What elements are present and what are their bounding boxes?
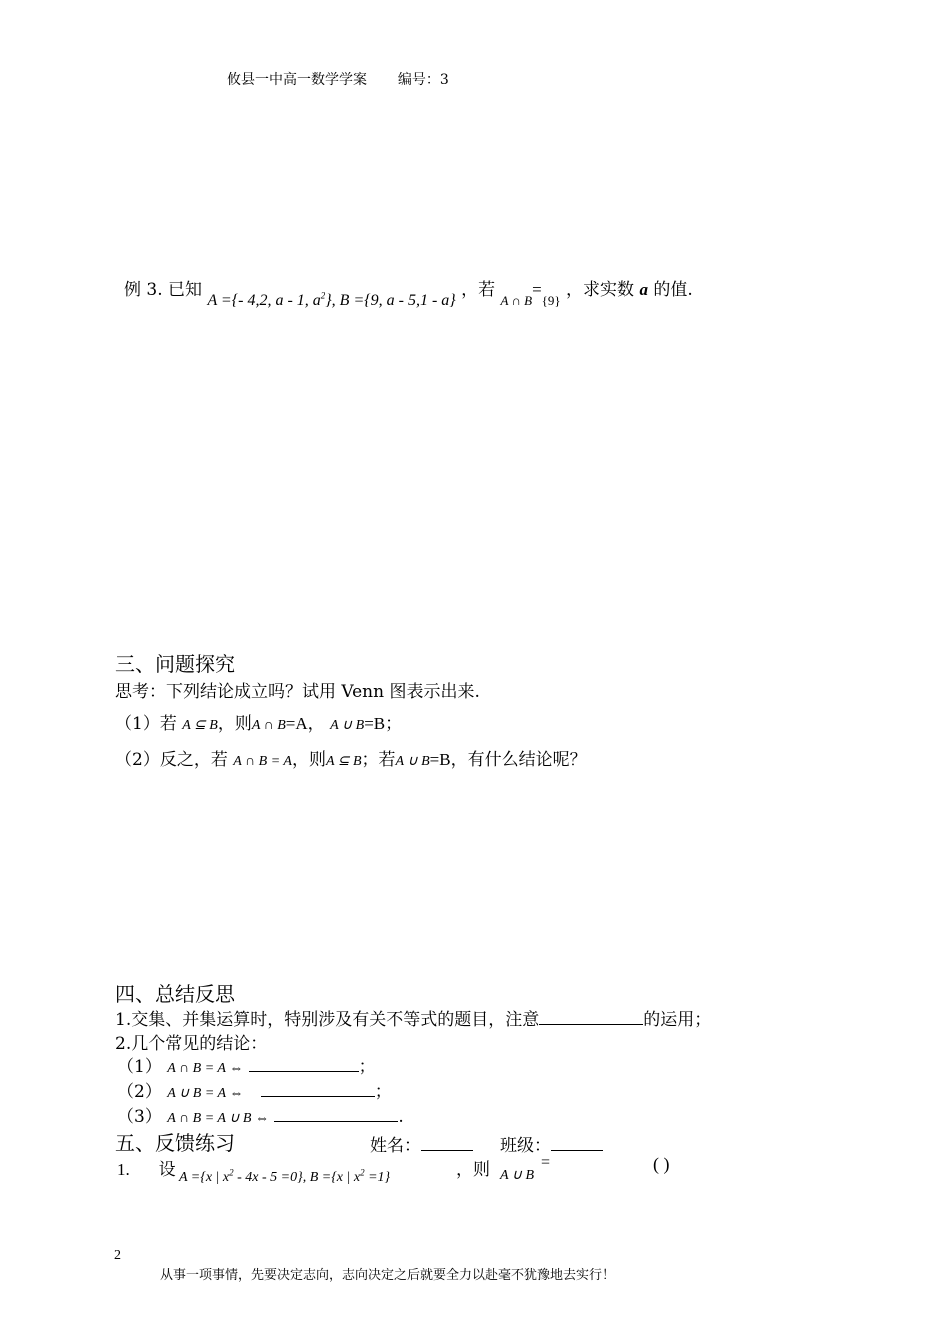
conclusion-1-number: （1） <box>117 1057 162 1077</box>
question-1-union <box>500 1167 534 1184</box>
subset-expr-2: A ⊆ B <box>325 754 362 769</box>
intersection-expr-1: A ∩ B <box>251 718 286 733</box>
union-expr-q1: A ∪ B <box>500 1168 535 1183</box>
item-1 <box>115 709 402 734</box>
union-expr-1: A ∪ B <box>330 718 365 733</box>
example-3-label: 例 3. 已知 <box>124 280 203 300</box>
variable-a: a <box>639 280 648 299</box>
class-field <box>500 1131 603 1156</box>
summary-point-2: 2.几个常见的结论： <box>115 1034 268 1054</box>
equals-sign: = <box>532 280 542 299</box>
conclusion-2-expr: A ∪ B = A ⇔ <box>167 1086 244 1101</box>
conclusion-2-number: （2） <box>117 1082 162 1102</box>
conclusion-1-end: ； <box>358 1057 376 1077</box>
fill-blank-4[interactable] <box>274 1103 398 1122</box>
summary-point-1 <box>115 1005 711 1030</box>
summary-point-1-end: 的运用； <box>643 1010 712 1030</box>
footer-motto: 从事一项事情，先要决定志向，志向决定之后就要全力以赴毫不犹豫地去实行！ <box>160 1268 616 1283</box>
result-a: =A， <box>285 714 325 733</box>
fill-blank-1[interactable] <box>539 1006 643 1025</box>
question-1-prefix: 设 <box>158 1160 176 1180</box>
subset-expr: A ⊆ B <box>182 718 218 733</box>
name-label: 姓名： <box>370 1136 421 1156</box>
question-1-then: ，则 <box>456 1160 490 1180</box>
summary-point-1-text: 1.交集、并集运算时，特别涉及有关不等式的题目，注意 <box>115 1010 540 1030</box>
page-header <box>227 69 449 89</box>
section-3-title: 三、问题探究 <box>115 652 235 676</box>
intersection-expr: A ∩ B <box>500 293 533 308</box>
class-input-line[interactable] <box>551 1132 603 1151</box>
intersection-equals-a: A ∩ B = A <box>233 754 292 769</box>
result-b: =B； <box>364 714 403 733</box>
name-input-line[interactable] <box>421 1132 473 1151</box>
set-a-definition: A ={- 4,2, a - 1, $a^2$}, B ={9, a - 5,1 - a} <box>207 290 456 309</box>
question-1 <box>117 1155 176 1180</box>
fill-blank-2[interactable] <box>249 1053 359 1072</box>
question-1-tail <box>456 1155 490 1180</box>
conclusion-1 <box>117 1052 376 1077</box>
class-label: 班级： <box>500 1136 551 1156</box>
item-2-result: =B，有什么结论呢？ <box>429 750 587 769</box>
think-question: 思考：下列结论成立吗？试用 Venn 图表示出来. <box>115 682 480 702</box>
answer-parentheses[interactable]: ( ) <box>653 1154 670 1174</box>
header-title: 攸县一中高一数学学案 <box>227 72 367 88</box>
name-field <box>370 1131 473 1156</box>
question-1-number: 1. <box>117 1160 130 1179</box>
section-4-title: 四、总结反思 <box>115 982 235 1006</box>
ask-text: ，求实数 <box>566 280 635 300</box>
conclusion-1-expr: A ∩ B = A ⇔ <box>167 1061 244 1076</box>
question-1-set-def: A ={x | $x^2 - 4x - 5 =0$}, B ={x | $x^2 =1$} <box>179 1167 391 1185</box>
section-5-title: 五、反馈练习 <box>115 1131 235 1155</box>
item-1-prefix: （1）若 <box>115 714 177 734</box>
item-2 <box>115 745 587 770</box>
conclusion-3-number: （3） <box>117 1107 162 1127</box>
conclusion-2-end: ； <box>374 1082 392 1102</box>
page-number: 2 <box>114 1248 121 1263</box>
question-1-sets <box>179 1167 390 1186</box>
item-2-if: ；若 <box>361 750 396 770</box>
question-1-equals: = <box>541 1154 551 1171</box>
item-1-then: ，则 <box>217 714 252 734</box>
conclusion-3-expr: A ∩ B = A ∪ B ⇔ <box>167 1111 269 1126</box>
ask-end: 的值. <box>653 280 693 300</box>
conclusion-2 <box>117 1077 392 1102</box>
conclusion-3 <box>117 1102 404 1127</box>
item-2-then: ，则 <box>291 750 326 770</box>
fill-blank-3[interactable] <box>261 1078 375 1097</box>
conclusion-3-end: . <box>398 1107 404 1127</box>
if-text: ，若 <box>461 280 496 300</box>
union-expr-2: A ∪ B <box>395 754 430 769</box>
item-2-prefix: （2）反之，若 <box>115 750 228 770</box>
header-number: 编号：3 <box>397 72 449 88</box>
set-nine: {9} <box>541 293 561 308</box>
